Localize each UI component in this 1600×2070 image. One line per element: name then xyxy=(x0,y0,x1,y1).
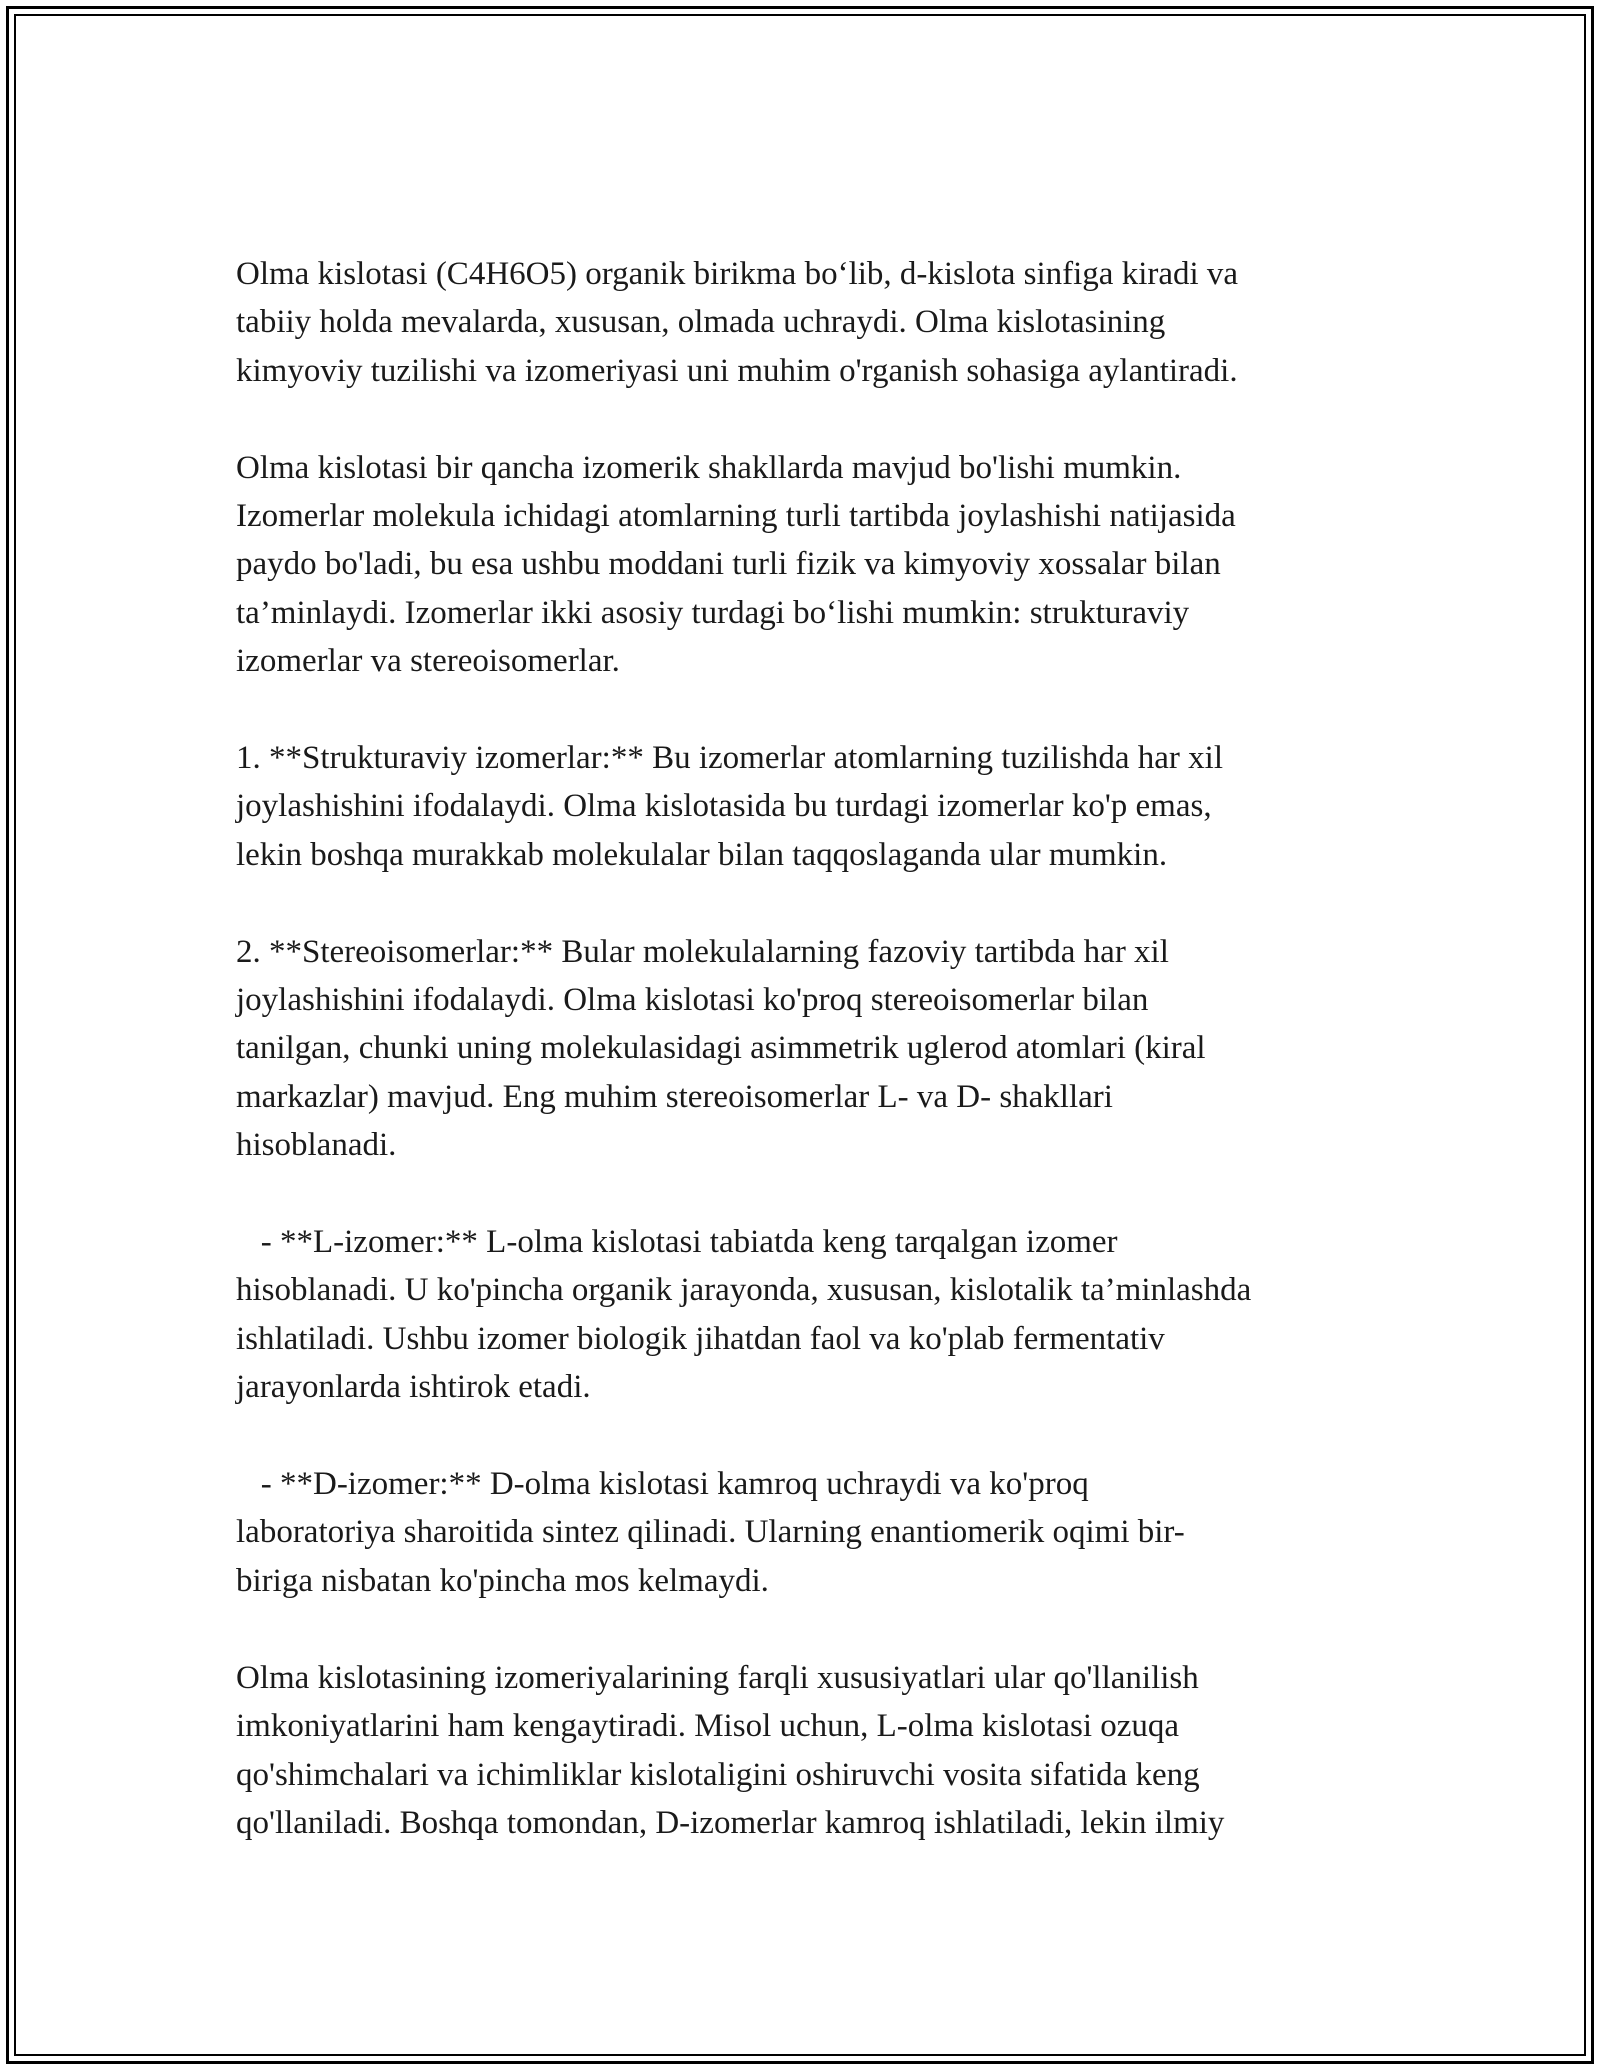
paragraph-structural-isomers: 1. **Strukturaviy izomerlar:** Bu izomerlar atomlarning tuzilishda har xil joylashishini ifodalaydi. Olma kislotasida bu turdagi izomerlar ko'p emas, lekin boshqa murakkab molekulalar bilan taqqoslaganda ular mumkin. xyxy=(236,740,1224,873)
paragraph-d-isomer: - **D-izomer:** D-olma kislotasi kamroq uchraydi va ko'proq laboratoriya sharoitida sintez qilinadi. Ularning enantiomerik oqimi bir- biriga nisbatan ko'pincha mos kelmaydi. xyxy=(236,1466,1185,1599)
document-body xyxy=(236,250,1386,1847)
paragraph-applications: Olma kislotasining izomeriyalarining farqli xususiyatlari ular qo'llanilish imkoniyatlarini ham kengaytiradi. Misol uchun, L-olma kislotasi ozuqa qo'shimchalari va ichimliklar kislotaligini oshiruvchi vosita sifatida keng qo'llaniladi. Boshqa tomondan, D-izomerlar kamroq ishlatiladi, lekin ilmiy xyxy=(236,1659,1225,1841)
paragraph-intro: Olma kislotasi (C4H6O5) organik birikma bo‘lib, d-kislota sinfiga kiradi va tabiiy holda mevalarda, xususan, olmada uchraydi. Olma kislotasining kimyoviy tuzilishi va izomeriyasi uni muhim o'rganish sohasiga aylantiradi. xyxy=(236,256,1239,389)
paragraph-l-isomer: - **L-izomer:** L-olma kislotasi tabiatda keng tarqalgan izomer hisoblanadi. U ko'pincha organik jarayonda, xususan, kislotalik ta’minlashda ishlatiladi. Ushbu izomer biologik jihatdan faol va ko'plab fermentativ jarayonlarda ishtirok etadi. xyxy=(236,1224,1252,1406)
paragraph-stereoisomers: 2. **Stereoisomerlar:** Bular molekulalarning fazoviy tartibda har xil joylashishini ifodalaydi. Olma kislotasi ko'proq stereoisomerlar bilan tanilgan, chunki uning molekulasidagi asimmetrik uglerod atomlari (kiral markazlar) mavjud. Eng muhim stereoisomerlar L- va D- shakllari hisoblanadi. xyxy=(236,933,1206,1164)
paragraph-isomer-forms: Olma kislotasi bir qancha izomerik shakllarda mavjud bo'lishi mumkin. Izomerlar molekula ichidagi atomlarning turli tartibda joylashishi natijasida paydo bo'ladi, bu esa ushbu moddani turli fizik va kimyoviy xossalar bilan ta’minlaydi. Izomerlar ikki asosiy turdagi bo‘lishi mumkin: strukturaviy izomerlar va stereoisomerlar. xyxy=(236,449,1236,680)
